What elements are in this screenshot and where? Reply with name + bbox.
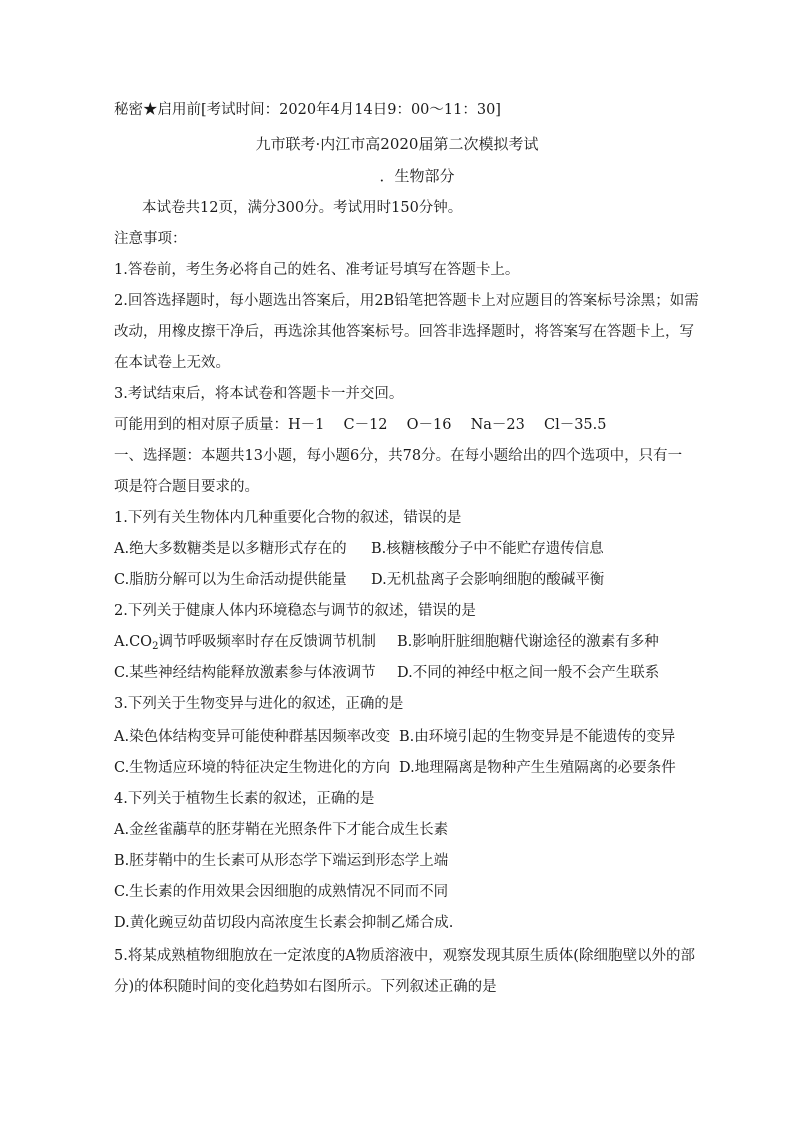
q1-option-d: D.无机盐离子会影响细胞的酸碱平衡 xyxy=(371,572,605,588)
q3-option-a: A.染色体结构变异可能使种群基因频率改变 xyxy=(114,729,391,745)
note-1: 1.答卷前，考生务必将自己的姓名、准考证号填写在答题卡上。 xyxy=(114,262,520,278)
q2-option-a-prefix: A.CO xyxy=(114,634,153,650)
q2-option-c: C.某些神经结构能释放激素参与体液调节 xyxy=(114,665,376,681)
q2-option-a-text: 调节呼吸频率时存在反馈调节机制 xyxy=(158,634,376,650)
q2-option-d: D.不同的神经中枢之间一般不会产生联系 xyxy=(397,665,660,681)
q4-option-c: C.生长素的作用效果会因细胞的成熟情况不同而不同 xyxy=(114,884,449,900)
q3-option-c: C.生物适应环境的特征决定生物进化的方向 xyxy=(114,760,391,776)
q1-option-c: C.脂肪分解可以为生命活动提供能量 xyxy=(114,572,347,588)
q5-stem-line-1: 5.将某成熟植物细胞放在一定浓度的A物质溶液中，观察发现其原生质体(除细胞壁以外的部 xyxy=(114,948,695,964)
q3-option-d: D.地理隔离是物种产生生殖隔离的必要条件 xyxy=(399,760,676,776)
q2-option-b: B.影响肝脏细胞糖代谢途径的激素有多种 xyxy=(397,634,659,650)
exam-title: 九市联考·内江市高2020届第二次模拟考试 xyxy=(255,135,539,153)
paper-summary: 本试卷共12页，满分300分。考试用时150分钟。 xyxy=(142,200,463,216)
q4-option-a: A.金丝雀虉草的胚芽鞘在光照条件下才能合成生长素 xyxy=(114,822,449,838)
q1-option-a: A.绝大多数糖类是以多糖形式存在的 xyxy=(114,541,347,557)
q2-stem: 2.下列关于健康人体内环境稳态与调节的叙述，错误的是 xyxy=(114,603,476,619)
q2-option-a xyxy=(114,632,376,652)
section-heading-line-1: 一、选择题：本题共13小题，每小题6分，共78分。在每小题给出的四个选项中，只有一 xyxy=(114,448,683,464)
q3-option-b: B.由环境引起的生物变异是不能遗传的变异 xyxy=(399,729,676,745)
note-3: 3.考试结束后，将本试卷和答题卡一并交回。 xyxy=(114,386,404,402)
q1-stem: 1.下列有关生物体内几种重要化合物的叙述，错误的是 xyxy=(114,510,462,526)
note-2-line-3: 在本试卷上无效。 xyxy=(114,355,230,371)
q5-stem-line-2: 分)的体积随时间的变化趋势如右图所示。下列叙述正确的是 xyxy=(114,979,497,995)
section-heading-line-2: 项是符合题目要求的。 xyxy=(114,479,259,495)
confidential-line: 秘密★启用前[考试时间：2020年4月14日9：00～11：30] xyxy=(114,102,501,118)
q3-stem: 3.下列关于生物变异与进化的叙述，正确的是 xyxy=(114,696,404,712)
q4-option-d: D.黄化豌豆幼苗切段内高浓度生长素会抑制乙烯合成. xyxy=(114,915,454,931)
note-2-line-2: 改动，用橡皮擦干净后，再选涂其他答案标号。回答非选择题时，将答案写在答题卡上，写 xyxy=(114,324,694,340)
note-2-line-1: 2.回答选择题时，每小题选出答案后，用2B铅笔把答题卡上对应题目的答案标号涂黑；如需 xyxy=(114,293,699,309)
notes-heading: 注意事项： xyxy=(114,231,187,247)
q4-option-b: B.胚芽鞘中的生长素可从形态学下端运到形态学上端 xyxy=(114,853,449,869)
atomic-masses: 可能用到的相对原子质量：H－1 C－12 O－16 Na－23 Cl－35.5 xyxy=(114,417,607,433)
q1-option-b: B.核糖核酸分子中不能贮存遗传信息 xyxy=(371,541,604,557)
q2-option-a-subscript: 2 xyxy=(152,641,159,652)
q4-stem: 4.下列关于植物生长素的叙述，正确的是 xyxy=(114,791,375,807)
subject-title: ．生物部分 xyxy=(379,167,455,185)
